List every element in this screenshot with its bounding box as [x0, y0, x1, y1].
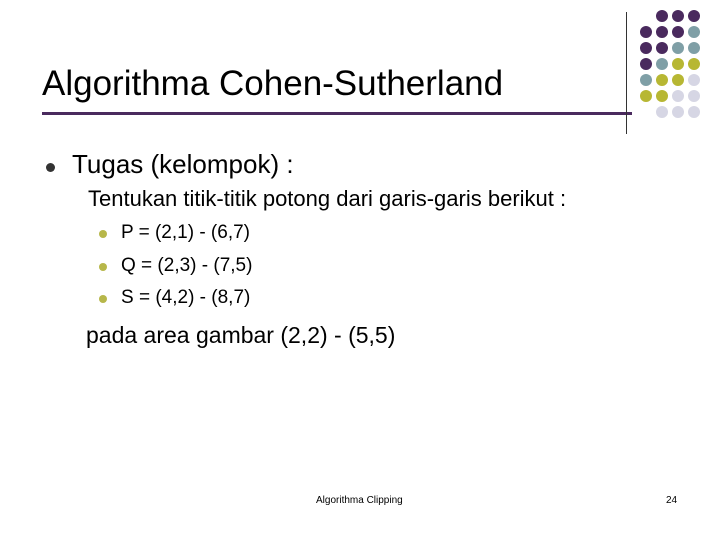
decorative-dot	[688, 58, 700, 70]
list-item: S = (4,2) - (8,7)	[121, 287, 251, 308]
bullet-icon	[46, 163, 55, 172]
decorative-dot	[688, 42, 700, 54]
decorative-dot	[672, 106, 684, 118]
decorative-dot	[672, 26, 684, 38]
divider-vertical	[626, 12, 627, 134]
decorative-dot	[672, 42, 684, 54]
decorative-dot	[656, 106, 668, 118]
decorative-dot	[672, 10, 684, 22]
decorative-dot	[656, 74, 668, 86]
page-title: Algorithma Cohen-Sutherland	[42, 64, 504, 103]
decorative-dot	[688, 106, 700, 118]
footer-title: Algorithma Clipping	[316, 495, 403, 506]
decorative-dot	[688, 10, 700, 22]
decorative-dot	[656, 58, 668, 70]
decorative-dot	[688, 90, 700, 102]
decorative-dot	[656, 26, 668, 38]
decorative-dot	[640, 42, 652, 54]
page-number: 24	[666, 495, 678, 506]
decorative-dot	[672, 90, 684, 102]
decorative-dot	[656, 90, 668, 102]
decorative-dot	[656, 10, 668, 22]
area-text: pada area gambar (2,2) - (5,5)	[86, 322, 396, 348]
decorative-dot	[688, 26, 700, 38]
decorative-dot	[672, 74, 684, 86]
decorative-dot	[672, 58, 684, 70]
decorative-dot	[640, 26, 652, 38]
list-item: Q = (2,3) - (7,5)	[121, 255, 253, 276]
bullet-icon	[99, 295, 107, 303]
bullet-level1: Tugas (kelompok) :	[72, 149, 294, 179]
decorative-dot	[640, 58, 652, 70]
title-underline	[42, 112, 632, 115]
list-item: P = (2,1) - (6,7)	[121, 222, 251, 243]
decorative-dot	[656, 42, 668, 54]
decorative-dot	[640, 90, 652, 102]
decorative-dot	[640, 74, 652, 86]
bullet-icon	[99, 230, 107, 238]
bullet-icon	[99, 263, 107, 271]
sub-instruction: Tentukan titik-titik potong dari garis-garis berikut :	[88, 186, 567, 211]
decorative-dot	[688, 74, 700, 86]
